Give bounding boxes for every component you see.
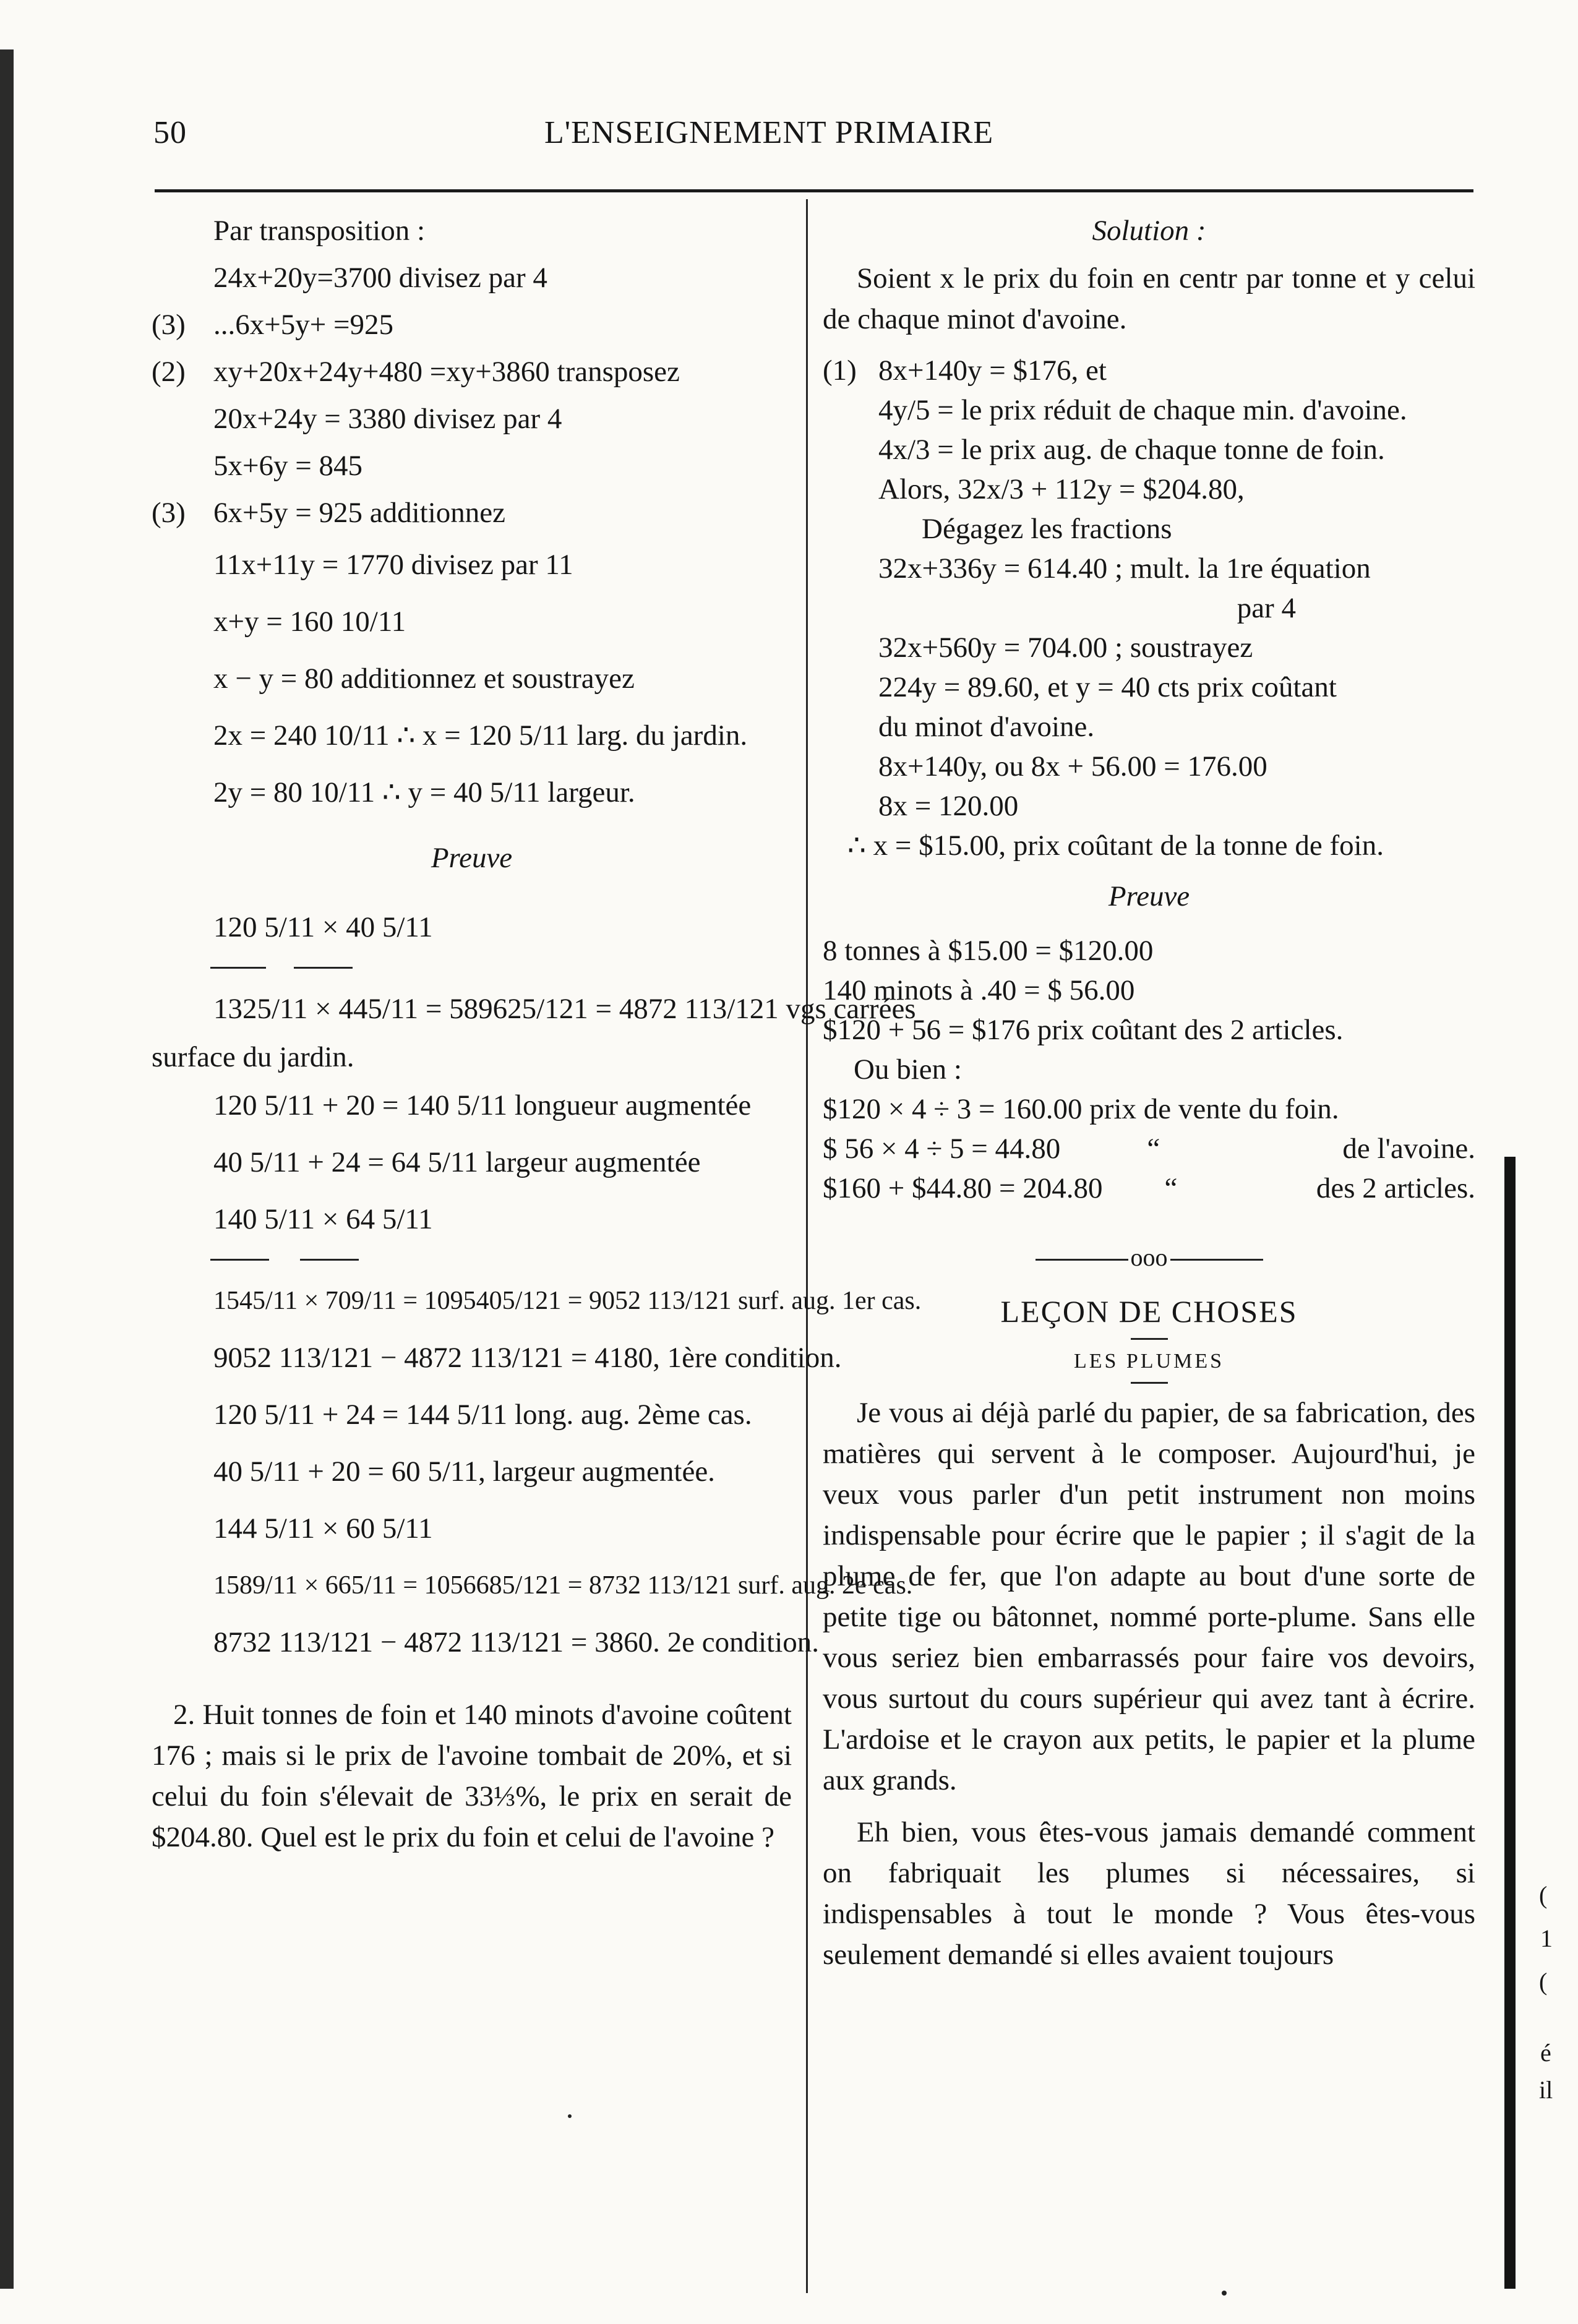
- title-dash: [1131, 1338, 1168, 1340]
- solution-title: Solution :: [1092, 215, 1206, 247]
- proof-line: surface du jardin.: [152, 1041, 354, 1073]
- proof-line: 120 5/11 + 24 = 144 5/11 long. aug. 2ème cas.: [213, 1399, 752, 1431]
- equation-line: 6x+5y = 925 additionnez: [213, 497, 506, 529]
- equation-line: 5x+6y = 845: [213, 450, 363, 482]
- proof-line: 40 5/11 + 24 = 64 5/11 largeur augmentée: [213, 1146, 701, 1178]
- margin-fragment: é: [1540, 2039, 1551, 2067]
- proof-title-right: Preuve: [1108, 880, 1190, 912]
- separator-ornament: ooo: [1130, 1243, 1168, 1271]
- section-separator: [823, 1233, 1475, 1282]
- proof-line: Ou bien :: [854, 1053, 962, 1086]
- header-rule: [155, 189, 1473, 192]
- equation-label: (3): [152, 497, 186, 529]
- solution-line: Alors, 32x/3 + 112y = $204.80,: [878, 473, 1245, 505]
- solution-line: 224y = 89.60, et y = 40 cts prix coûtant: [878, 671, 1337, 703]
- solution-line: ∴ x = $15.00, prix coûtant de la tonne de foin.: [847, 830, 1384, 862]
- proof-underline: [152, 1248, 792, 1272]
- title-dash: [1131, 1382, 1168, 1384]
- margin-fragment: il: [1539, 2076, 1553, 2104]
- binding-edge-left: [0, 49, 14, 2289]
- solution-line: 8x+140y = $176, et: [878, 354, 1107, 387]
- margin-fragment: (: [1539, 1968, 1548, 1996]
- solution-line: 4x/3 = le prix aug. de chaque tonne de foin.: [878, 434, 1385, 466]
- solution-line: 32x+336y = 614.40 ; mult. la 1re équation: [878, 552, 1371, 585]
- proof-line: 140 5/11 × 64 5/11: [213, 1203, 433, 1235]
- equation-line: ...6x+5y+ =925: [213, 309, 394, 341]
- solution-intro: Soient x le prix du foin en centr par tonne et y celui de chaque minot d'avoine.: [823, 262, 1475, 335]
- proof-row-label: des 2 articles.: [1316, 1172, 1475, 1204]
- solution-line: Dégagez les fractions: [922, 513, 1172, 545]
- ink-speck: [1222, 2291, 1227, 2296]
- proof-line: 8732 113/121 − 4872 113/121 = 3860. 2e condition.: [213, 1626, 820, 1658]
- solution-line: du minot d'avoine.: [878, 711, 1095, 743]
- proof-row-expression: $ 56 × 4 ÷ 5 = 44.80: [823, 1133, 1061, 1165]
- proof-line: 1325/11 × 445/11 = 589625/121 = 4872 113/121 vgs carrées: [213, 993, 916, 1025]
- equation-label: (2): [152, 356, 186, 388]
- page-number: 50: [153, 115, 187, 150]
- right-column: [823, 207, 1475, 1986]
- proof-line: 1589/11 × 665/11 = 1056685/121 = 8732 113/121 surf. aug. 2e cas.: [213, 1571, 913, 1600]
- problem-text: 2. Huit tonnes de foin et 140 minots d'avoine coûtent 176 ; mais si le prix de l'avoine tombait de 20%, et si celui du foin s'élevait de 33⅓%, le prix en serait de $204.80. Quel est le prix du foin et celui de l'avoine ?: [152, 1699, 792, 1853]
- running-title: L'ENSEIGNEMENT PRIMAIRE: [544, 115, 994, 150]
- proof-line: $120 × 4 ÷ 3 = 160.00 prix de vente du foin.: [823, 1093, 1339, 1125]
- margin-fragment: (: [1539, 1881, 1548, 1909]
- binding-edge-right: [1504, 1157, 1516, 2289]
- column-divider: [806, 199, 808, 2293]
- proof-line: $120 + 56 = $176 prix coûtant des 2 articles.: [823, 1014, 1344, 1046]
- ditto-mark: “: [1147, 1133, 1160, 1165]
- equation-line: 24x+20y=3700 divisez par 4: [213, 262, 547, 294]
- lesson-paragraph: Je vous ai déjà parlé du papier, de sa fabrication, des matières qui servent à le composer. Aujourd'hui, je veux vous parler d'un petit instrument non moins indispensable pour écrire que le papier ; il s'agit de la plume de fer, que l'on adapte au bout d'une sorte de petite tige ou bâtonnet, nommé porte-plume. Sans elle vous seriez bien embarrassés pour faire vos devoirs, vous surtout du cours supérieur qui avez tant à écrire. L'ardoise et le crayon aux petits, le papier et la plume aux grands.: [823, 1397, 1475, 1796]
- proof-line: 1545/11 × 709/11 = 1095405/121 = 9052 113/121 surf. aug. 1er cas.: [213, 1287, 922, 1315]
- proof-row-label: de l'avoine.: [1342, 1133, 1475, 1165]
- equation-line: 2x = 240 10/11 ∴ x = 120 5/11 larg. du jardin.: [213, 719, 748, 752]
- solution-line: 8x+140y, ou 8x + 56.00 = 176.00: [878, 750, 1267, 783]
- proof-title-left: Preuve: [431, 842, 513, 874]
- proof-row: [823, 1129, 1475, 1168]
- proof-line: 120 5/11 × 40 5/11: [213, 911, 433, 943]
- lesson-subtitle: LES PLUMES: [1073, 1350, 1225, 1373]
- proof-row: [823, 1168, 1475, 1208]
- proof-underline: [152, 956, 792, 980]
- equation-label: (3): [152, 309, 186, 341]
- solution-line: 8x = 120.00: [878, 790, 1019, 822]
- equation-line: 2y = 80 10/11 ∴ y = 40 5/11 largeur.: [213, 776, 635, 808]
- solution-line: 4y/5 = le prix réduit de chaque min. d'avoine.: [878, 394, 1407, 426]
- solution-line: par 4: [1237, 592, 1296, 624]
- equation-line: xy+20x+24y+480 =xy+3860 transposez: [213, 356, 680, 388]
- transposition-intro: Par transposition :: [213, 215, 426, 247]
- proof-line: 40 5/11 + 20 = 60 5/11, largeur augmentée.: [213, 1456, 715, 1488]
- proof-line: 140 minots à .40 = $ 56.00: [823, 974, 1135, 1006]
- proof-line: 8 tonnes à $15.00 = $120.00: [823, 935, 1154, 967]
- equation-line: 11x+11y = 1770 divisez par 11: [213, 549, 573, 581]
- ink-speck: [568, 2114, 572, 2118]
- margin-fragment: 1: [1540, 1924, 1553, 1952]
- equation-line: x+y = 160 10/11: [213, 606, 406, 638]
- proof-line: 9052 113/121 − 4872 113/121 = 4180, 1ère condition.: [213, 1342, 842, 1374]
- equation-line: x − y = 80 additionnez et soustrayez: [213, 662, 635, 695]
- lesson-title: LEÇON DE CHOSES: [1000, 1294, 1298, 1329]
- proof-line: 144 5/11 × 60 5/11: [213, 1512, 433, 1545]
- ditto-mark: “: [1164, 1172, 1178, 1204]
- lesson-paragraph: Eh bien, vous êtes-vous jamais demandé comment on fabriquait les plumes si nécessaires, si indispensables à tout le monde ? Vous êtes-vous seulement demandé si elles avaient toujours: [823, 1816, 1475, 1971]
- equation-line: 20x+24y = 3380 divisez par 4: [213, 403, 562, 435]
- equation-label: (1): [823, 354, 857, 387]
- proof-line: 120 5/11 + 20 = 140 5/11 longueur augmentée: [213, 1089, 752, 1121]
- solution-line: 32x+560y = 704.00 ; soustrayez: [878, 632, 1253, 664]
- proof-row-expression: $160 + $44.80 = 204.80: [823, 1172, 1103, 1204]
